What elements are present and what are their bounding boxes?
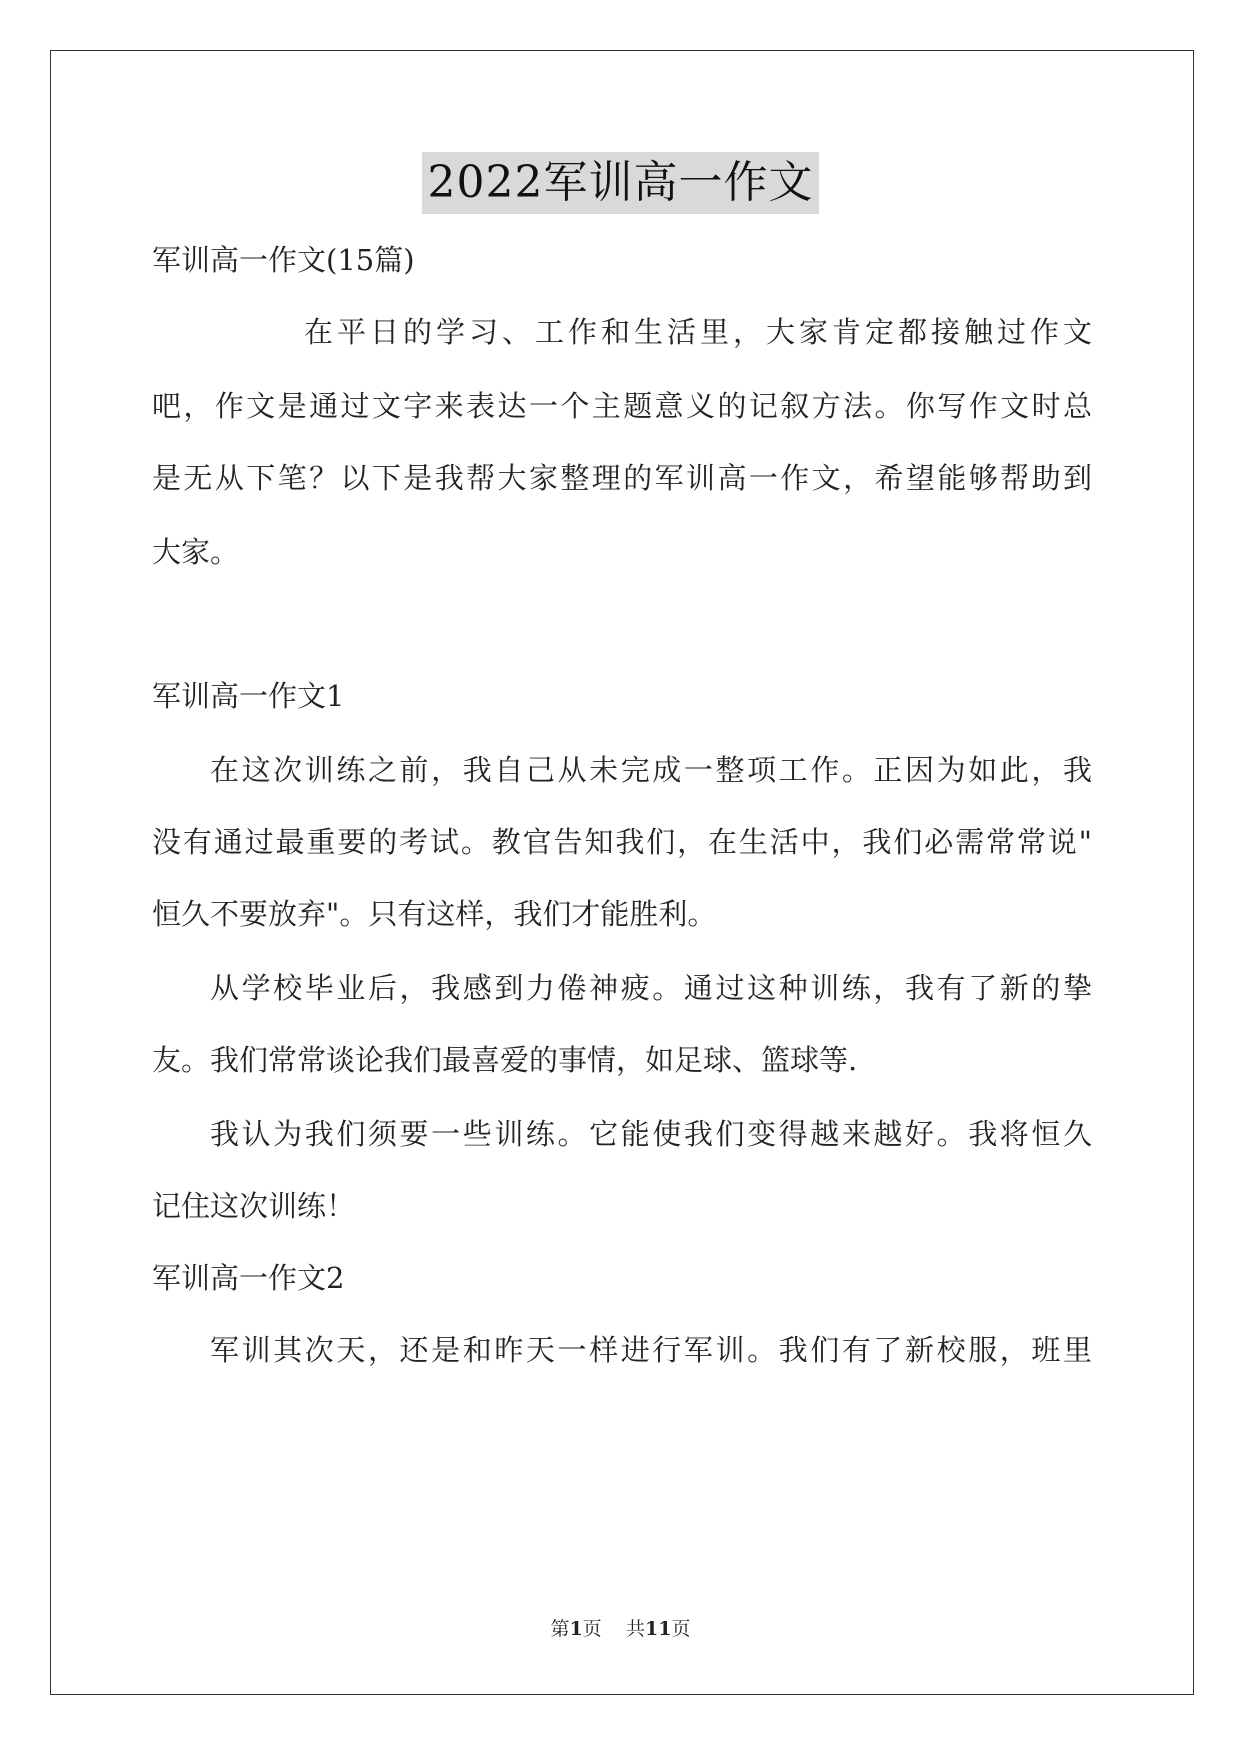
page-suffix: 页 [582,1618,602,1640]
total-pages: 11 [644,1618,672,1640]
page-border [50,50,1194,1695]
essay-1-line-3: 恒久不要放弃"。只有这样，我们才能胜利。 [152,897,717,931]
total-prefix: 共 [625,1618,645,1640]
intro-line-4: 大家。 [152,535,240,569]
intro-line-2: 吧，作文是通过文字来表达一个主题意义的记叙方法。你写作文时总 [152,389,1092,423]
title-area [0,152,1241,214]
essay-2-heading: 军训高一作文2 [152,1261,345,1295]
essay-2-line-1: 军训其次天，还是和昨天一样进行军训。我们有了新校服，班里 [210,1333,1092,1367]
essay-1-line-4: 从学校毕业后，我感到力倦神疲。通过这种训练，我有了新的挚 [210,971,1092,1005]
page-prefix: 第 [550,1618,570,1640]
page-number: 1 [569,1618,583,1640]
intro-line-3: 是无从下笔？以下是我帮大家整理的军训高一作文，希望能够帮助到 [152,461,1092,495]
total-suffix: 页 [671,1618,691,1640]
document-title: 2022军训高一作文 [422,152,820,214]
series-heading: 军训高一作文(15篇) [152,243,415,277]
page-footer [0,1614,1241,1641]
essay-1-line-7: 记住这次训练！ [152,1189,356,1223]
essay-1-line-1: 在这次训练之前，我自己从未完成一整项工作。正因为如此，我 [210,753,1092,787]
essay-1-line-2: 没有通过最重要的考试。教官告知我们，在生活中，我们必需常常说" [152,825,1092,859]
intro-line-1: 在平日的学习、工作和生活里，大家肯定都接触过作文 [304,315,1092,349]
essay-1-line-5: 友。我们常常谈论我们最喜爱的事情，如足球、篮球等. [152,1043,858,1077]
essay-1-line-6: 我认为我们须要一些训练。它能使我们变得越来越好。我将恒久 [210,1117,1092,1151]
essay-1-heading: 军训高一作文1 [152,679,345,713]
